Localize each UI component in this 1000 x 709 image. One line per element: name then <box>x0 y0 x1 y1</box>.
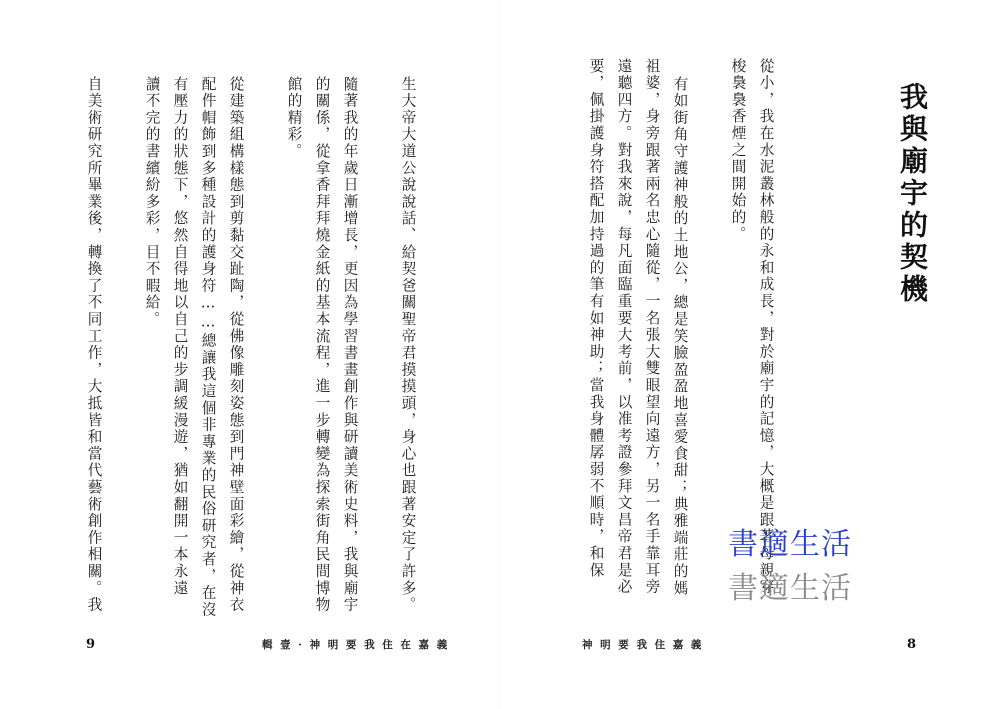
running-head: 輯 壹 · 神 明 要 我 住 在 嘉 義 <box>262 639 450 651</box>
page-number: 8 <box>907 637 917 652</box>
body-column: 讀不完的書繽紛多彩，目不暇給。 <box>143 76 161 328</box>
body-column: 隨著我的年歲日漸增長，更因為學習書畫創作與研讀美術史料，我與廟宇 <box>341 76 359 614</box>
body-column: 生大帝大道公說說話、給契爸關聖帝君摸摸頭，身心也跟著安定了許多。 <box>399 76 417 614</box>
body-column: 館的精彩。 <box>285 76 303 160</box>
running-head: 神 明 要 我 住 嘉 義 <box>582 639 704 651</box>
body-column: 有壓力的狀態下，悠然自得地以自己的步調緩漫遊，猶如翻開一本永遠 <box>171 76 189 597</box>
body-column: 祖婆，身旁跟著兩名忠心隨從，一名張大雙眼望向遠方，另一名手靠耳旁 <box>643 58 661 596</box>
watermark-logo-blue: 書適生活 <box>728 527 852 562</box>
body-column: 遠聽四方。對我來說，每凡面臨重要大考前，以准考證參拜文昌帝君是必 <box>615 58 633 596</box>
body-column: 有如街角守護神般的土地公，總是笑臉盈盈地喜愛食甜；典雅端莊的媽 <box>671 76 689 597</box>
body-column: 從建築組構樣態到剪黏交趾陶，從佛像雕刻姿態到門神壁面彩繪，從神衣 <box>227 76 245 614</box>
body-column: 要，佩掛護身符搭配加持過的筆有如神助；當我身體孱弱不順時，和保 <box>587 58 605 579</box>
body-column: 梭裊裊香煙之間開始的。 <box>729 58 747 243</box>
book-gutter <box>499 0 500 709</box>
watermark-logo-gray: 書適生活 <box>728 571 852 606</box>
body-column: 自美術研究所畢業後，轉換了不同工作，大抵皆和當代藝術創作相關。我 <box>85 76 103 614</box>
body-column: 的關係，從拿香拜拜燒金紙的基本流程，進一步轉變為探索街角民間博物 <box>313 76 331 614</box>
body-column: 配件帽飾到多種設計的護身符……總讓我這個非專業的民俗研究者，在沒 <box>199 76 217 619</box>
chapter-title: 我與廟宇的契機 <box>896 82 929 306</box>
body-column: 從小，我在水泥叢林般的永和成長，對於廟宇的記憶，大概是跟著母親穿 <box>757 58 775 596</box>
page-number: 9 <box>86 637 96 652</box>
